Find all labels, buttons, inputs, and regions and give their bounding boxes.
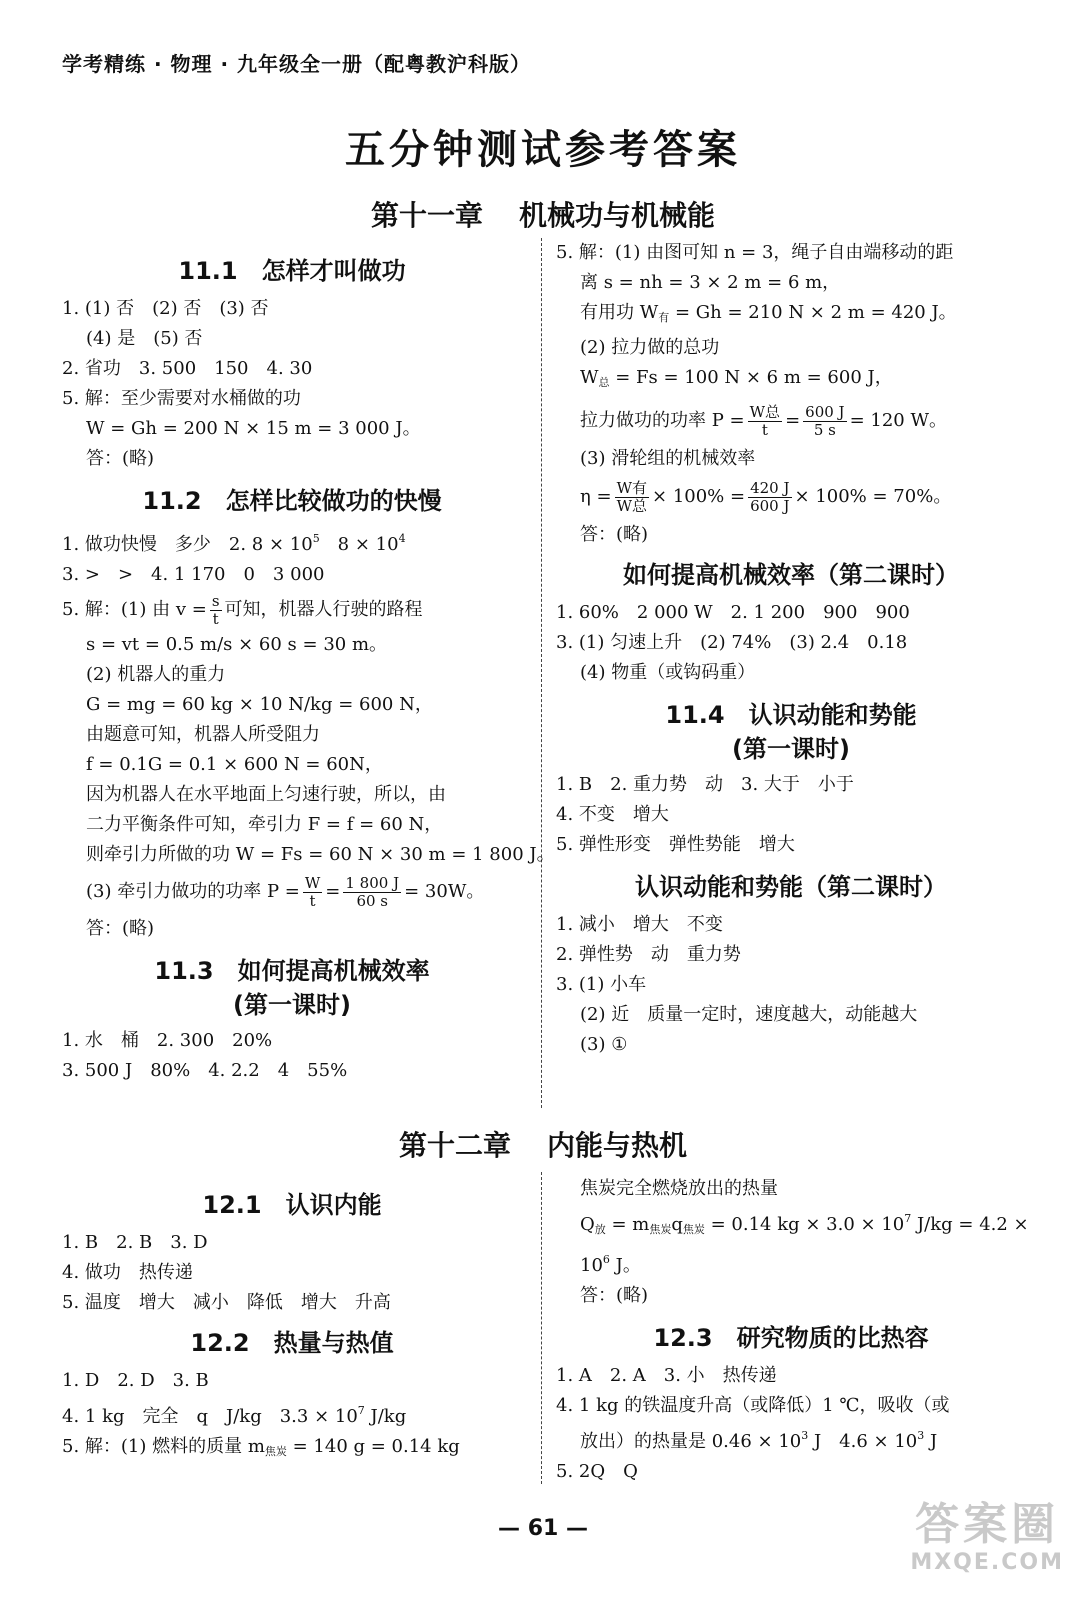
fraction [748, 480, 791, 515]
answer-line: W = Gh = 200 N × 15 m = 3 000 J。 [86, 418, 421, 439]
column-divider [541, 1172, 542, 1484]
text-run: = m [605, 1214, 650, 1235]
answer-line [62, 524, 522, 560]
answer-line: 4. 做功 热传递 [62, 1262, 193, 1283]
answer-line: s = vt = 0.5 m/s × 60 s = 30 m。 [86, 634, 388, 655]
answer-line: 3. (1) 小车 [556, 974, 647, 995]
text-run: = 120 W。 [849, 410, 947, 431]
numerator: 420 J [750, 478, 790, 497]
answer-line: 离 s = nh = 3 × 2 m = 6 m， [580, 272, 841, 293]
answer-line: 3. > > 4. 1 170 0 3 000 [62, 564, 325, 585]
answer-line: 1. B 2. B 3. D [62, 1232, 208, 1253]
answer-line: 5. 弹性形变 弹性势能 增大 [556, 834, 795, 855]
denominator: t [309, 891, 316, 910]
answer-line: 1. (1) 否 (2) 否 (3) 否 [62, 298, 269, 319]
denominator: W总 [616, 496, 648, 515]
text-run: 5. 解：(1) 由 v = [62, 599, 207, 620]
answer-line [62, 590, 522, 630]
text-run: Q [580, 1214, 595, 1235]
numerator: W总 [749, 402, 781, 421]
section-11-4-subtitle: (第一课时) [732, 735, 850, 763]
text-run: = 140 g = 0.14 kg [286, 1436, 460, 1457]
fraction [303, 875, 322, 910]
answer-line: (2) 机器人的重力 [86, 664, 226, 685]
text-run: = [785, 410, 801, 431]
section-11-3-title: 11.3 如何提高机械效率 [154, 957, 430, 985]
text-run: 有用功 W [580, 302, 659, 323]
text-run: 10 [580, 1255, 603, 1276]
answer-line: 4. 1 kg 的铁温度升高（或降低）1 ℃，吸收（或 [556, 1395, 950, 1416]
column-divider [541, 238, 542, 1108]
chapter-11-name: 机械功与机械能 [519, 199, 716, 232]
numerator: W [304, 873, 321, 892]
answer-line [556, 1204, 1029, 1245]
subscript: 焦炭 [264, 1445, 287, 1458]
exponent: 7 [904, 1212, 912, 1225]
section-12-1-title: 12.1 认识内能 [202, 1191, 382, 1219]
subscript: 焦炭 [649, 1223, 672, 1236]
text-run: J [924, 1431, 938, 1452]
answer-line [556, 1421, 1026, 1457]
numerator: s [211, 591, 220, 610]
denominator: t [761, 420, 768, 439]
text-run: (3) 牵引力做功的功率 P = [86, 881, 300, 902]
answer-line: 答：(略) [580, 1285, 649, 1306]
text-run: J/kg = 4.2 × [911, 1214, 1029, 1235]
answer-line: (4) 是 (5) 否 [86, 328, 203, 349]
section-11-4-title: 11.4 认识动能和势能 [665, 701, 917, 729]
fraction [343, 875, 401, 910]
answer-line [62, 870, 522, 914]
answer-line [556, 398, 1026, 444]
watermark-text: 答案圈 [915, 1499, 1060, 1550]
text-run: 8 × 10 [319, 534, 399, 555]
exponent: 6 [602, 1253, 610, 1266]
text-run: × 100% = 70%。 [794, 486, 952, 507]
text-run: 可知，机器人行驶的路程 [224, 599, 423, 620]
answer-line: 2. 省功 3. 500 150 4. 30 [62, 358, 313, 379]
text-run: q [671, 1214, 683, 1235]
answer-line [556, 363, 1026, 398]
page-number: — 61 — [498, 1516, 588, 1541]
answer-line [556, 474, 1026, 520]
answer-line: 1. D 2. D 3. B [62, 1370, 209, 1391]
answer-line: 则牵引力所做的功 W = Fs = 60 N × 30 m = 1 800 J。 [86, 844, 555, 865]
subscript: 有 [658, 311, 670, 324]
chapter-11-heading [0, 194, 1086, 234]
numerator: W有 [616, 478, 648, 497]
answer-line: 5. 温度 增大 减小 降低 增大 升高 [62, 1292, 391, 1313]
answer-line: 5. 2Q Q [556, 1461, 638, 1482]
right-column-ch11 [556, 238, 1026, 1060]
section-12-3-title: 12.3 研究物质的比热容 [653, 1324, 929, 1352]
chapter-11-number: 第十一章 [370, 199, 483, 232]
answer-line: (2) 拉力做的总功 [580, 337, 720, 358]
answer-line: 答：(略) [580, 524, 649, 545]
chapter-12-heading [0, 1124, 1086, 1164]
text-run: J/kg [364, 1406, 407, 1427]
chapter-12-number: 第十二章 [398, 1129, 511, 1162]
answer-line: 焦炭完全燃烧放出的热量 [580, 1178, 778, 1199]
text-run: 放出）的热量是 0.46 × 10 [580, 1431, 802, 1452]
answer-line: 4. 不变 增大 [556, 804, 669, 825]
answer-line: 5. 解：(1) 由图可知 n = 3，绳子自由端移动的距 [556, 242, 954, 263]
text-run: × 100% = [652, 486, 746, 507]
chapter-12-name: 内能与热机 [547, 1129, 688, 1162]
left-column-ch12 [62, 1188, 522, 1467]
answer-line [556, 1245, 1026, 1281]
section-11-1-title: 11.1 怎样才叫做功 [178, 257, 406, 285]
section-12-2-title: 12.2 热量与热值 [190, 1329, 394, 1357]
exponent: 5 [312, 532, 320, 545]
answer-line: f = 0.1G = 0.1 × 600 N = 60N， [86, 754, 383, 775]
text-run: J 4.6 × 10 [808, 1431, 918, 1452]
fraction [748, 404, 782, 439]
right-column-ch12 [556, 1174, 1029, 1487]
subscript: 总 [598, 376, 610, 389]
exponent: 7 [357, 1404, 365, 1417]
fraction [615, 480, 649, 515]
section-11-3b-title: 如何提高机械效率（第二课时） [623, 561, 959, 589]
exponent: 3 [801, 1429, 809, 1442]
denominator: 600 J [750, 496, 790, 515]
denominator: 60 s [356, 891, 389, 910]
fraction [803, 404, 846, 439]
denominator: t [212, 609, 219, 628]
text-run: = 0.14 kg × 3.0 × 10 [704, 1214, 905, 1235]
answer-line: 1. A 2. A 3. 小 热传递 [556, 1365, 777, 1386]
answer-line [556, 298, 1026, 333]
section-11-3-subtitle: (第一课时) [233, 991, 351, 1019]
answer-line: (4) 物重（或钩码重） [580, 662, 756, 683]
left-column-ch11 [62, 254, 555, 1086]
numerator: 600 J [805, 402, 845, 421]
text-run: J。 [609, 1255, 641, 1276]
denominator: 5 s [813, 420, 836, 439]
fraction [210, 593, 222, 628]
numerator: 1 800 J [345, 873, 400, 892]
answer-line: 二力平衡条件可知，牵引力 F = f = 60 N， [86, 814, 443, 835]
text-run: = 30W。 [404, 881, 485, 902]
answer-line: 2. 弹性势 动 重力势 [556, 944, 741, 965]
answer-line: (3) 滑轮组的机械效率 [580, 448, 756, 469]
text-run: 拉力做功的功率 P = [580, 410, 745, 431]
answer-line: (2) 近 质量一定时，速度越大，动能越大 [580, 1004, 918, 1025]
text-run: 1. 做功快慢 多少 2. 8 × 10 [62, 534, 313, 555]
page-title: 五分钟测试参考答案 [345, 127, 741, 173]
section-11-4b-title: 认识动能和势能（第二课时） [635, 873, 947, 901]
answer-line: 答：(略) [86, 448, 155, 469]
exponent: 4 [398, 532, 406, 545]
subscript: 放 [594, 1223, 606, 1236]
answer-line: 因为机器人在水平地面上匀速行驶，所以，由 [86, 784, 446, 805]
text-run: 5. 解：(1) 燃料的质量 m [62, 1436, 265, 1457]
text-run: η = [580, 486, 612, 507]
watermark-url: MXQE.COM [910, 1550, 1064, 1575]
answer-line: 1. 减小 增大 不变 [556, 914, 723, 935]
answer-line [62, 1432, 522, 1467]
watermark-logo [910, 1500, 1064, 1575]
answer-line: 5. 解：至少需要对水桶做的功 [62, 388, 301, 409]
answer-line: 1. B 2. 重力势 动 3. 大于 小于 [556, 774, 854, 795]
text-run: = Fs = 100 N × 6 m = 600 J， [609, 367, 893, 388]
answer-line: 1. 60% 2 000 W 2. 1 200 900 900 [556, 602, 910, 623]
exponent: 3 [917, 1429, 925, 1442]
answer-line: 3. 500 J 80% 4. 2.2 4 55% [62, 1060, 348, 1081]
text-run: = [325, 881, 341, 902]
answer-line [62, 1396, 522, 1432]
answer-line: 1. 水 桶 2. 300 20% [62, 1030, 273, 1051]
answer-line: (3) ① [580, 1034, 628, 1055]
answer-line: G = mg = 60 kg × 10 N/kg = 600 N， [86, 694, 433, 715]
text-run: 4. 1 kg 完全 q J/kg 3.3 × 10 [62, 1406, 358, 1427]
answer-line: 答：(略) [86, 918, 155, 939]
section-11-2-title: 11.2 怎样比较做功的快慢 [142, 487, 442, 515]
text-run: W [580, 367, 599, 388]
answer-line: 由题意可知，机器人所受阻力 [86, 724, 320, 745]
book-header: 学考精练 · 物理 · 九年级全一册（配粤教沪科版） [62, 52, 532, 76]
text-run: = Gh = 210 N × 2 m = 420 J。 [669, 302, 957, 323]
answer-line: 3. (1) 匀速上升 (2) 74% (3) 2.4 0.18 [556, 632, 908, 653]
subscript: 焦炭 [682, 1223, 705, 1236]
